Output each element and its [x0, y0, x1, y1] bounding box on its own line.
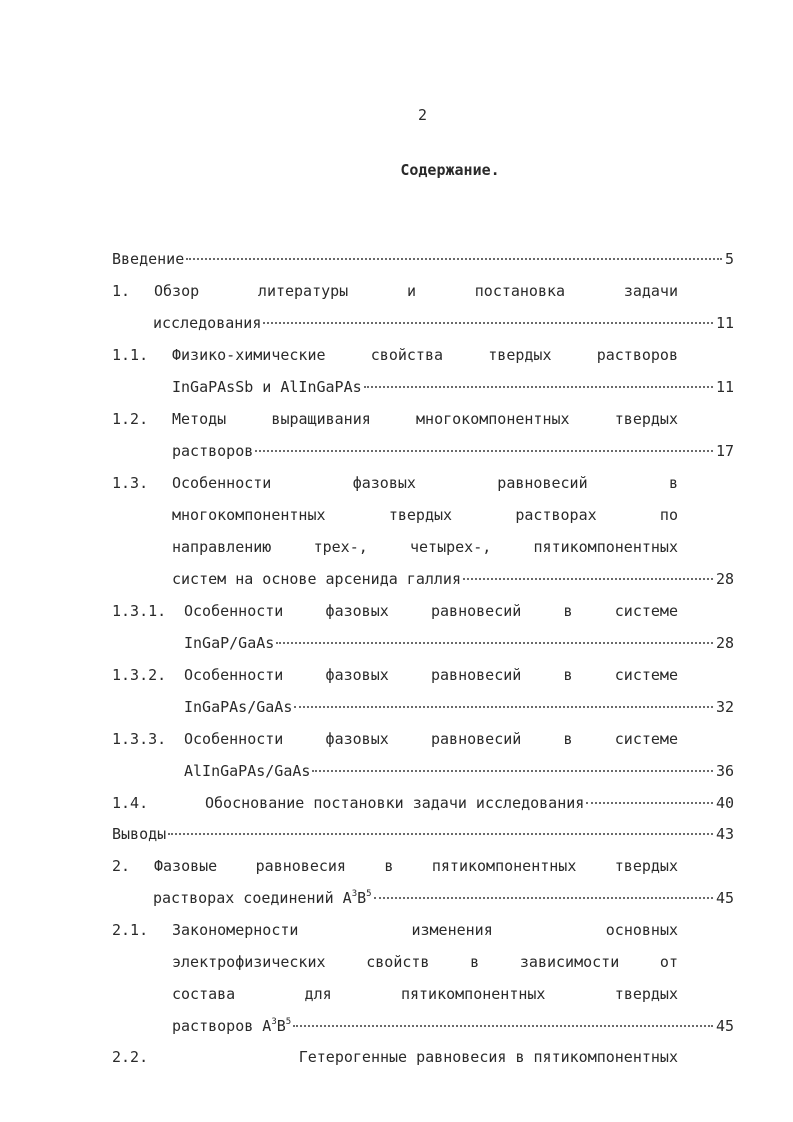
toc-entry-text: состава для пятикомпонентных твердых: [172, 985, 678, 1003]
toc-page-number: 28: [715, 570, 734, 588]
toc-entry-number: 1.3.3.: [112, 730, 167, 748]
toc-entry-1-3-3: [112, 728, 734, 750]
toc-entry-text: многокомпонентных твердых растворах по: [172, 506, 678, 524]
leader-dots: [263, 322, 713, 324]
toc-page-number: 5: [724, 250, 734, 268]
leader-dots: [586, 802, 713, 804]
toc-entry-number: 1.3.: [112, 474, 149, 492]
toc-entry-2-cont: [153, 887, 734, 909]
toc-entry-text: InGaP/GaAs: [184, 634, 275, 652]
toc-entry-number: 1.4.: [112, 794, 149, 812]
toc-entry-text: Особенности фазовых равновесий в: [172, 474, 678, 492]
toc-entry-text-part: B: [276, 1017, 286, 1035]
toc-entry-text: растворов: [172, 442, 254, 460]
leader-dots: [186, 258, 722, 260]
leader-dots: [364, 386, 713, 388]
toc-entry-1-3-1-cont: [184, 632, 734, 654]
toc-entry-1-1: [112, 344, 734, 366]
toc-entry-1-4: [112, 792, 734, 814]
toc-entry-text: электрофизических свойств в зависимости от: [172, 953, 678, 971]
leader-dots: [168, 833, 713, 835]
leader-dots: [294, 706, 713, 708]
toc-page-number: 28: [715, 634, 734, 652]
leader-dots: [255, 450, 713, 452]
toc-entry-text: Фазовые равновесия в пятикомпонентных твердых: [154, 857, 678, 875]
toc-entry-text: Особенности фазовых равновесий в системе: [184, 602, 678, 620]
toc-entry-number: 2.2.: [112, 1048, 149, 1066]
toc-entry-text: направлению трех-, четырех-, пятикомпонентных: [172, 538, 678, 556]
toc-entry-1: [112, 280, 734, 302]
superscript: 3: [351, 889, 358, 899]
toc-entry-number: 1.3.2.: [112, 666, 167, 684]
toc-entry-1-3-3-cont: [184, 760, 734, 782]
toc-entry-text: систем на основе арсенида галлия: [172, 570, 461, 588]
toc-entry-text-part: B: [357, 889, 367, 907]
toc-entry-text: Закономерности изменения основных: [172, 921, 678, 939]
leader-dots: [276, 642, 713, 644]
toc-entry-number: 1.3.1.: [112, 602, 167, 620]
toc-entry-text: Выводы: [112, 825, 167, 843]
toc-title: Содержание.: [400, 161, 500, 179]
toc-entry-text: AlInGaPAs/GaAs: [184, 762, 311, 780]
toc-entry-text: исследования: [153, 314, 262, 332]
toc-entry-number: 1.: [112, 282, 131, 300]
toc-entry-text: Обзор литературы и постановка задачи: [154, 282, 678, 300]
superscript: 5: [285, 1017, 292, 1027]
toc-entry-number: 1.1.: [112, 346, 149, 364]
toc-entry-text: Методы выращивания многокомпонентных твердых: [172, 410, 678, 428]
toc-entry-text-part: растворах соединений A: [153, 889, 352, 907]
toc-entry-1-1-cont: [172, 376, 734, 398]
toc-entry-1-3-1: [112, 600, 734, 622]
toc-entry-2-1: [112, 919, 734, 941]
toc-entry-number: 2.1.: [112, 921, 149, 939]
toc-page-number: 36: [715, 762, 734, 780]
toc-entry-text: Физико-химические свойства твердых растворов: [172, 346, 678, 364]
toc-entry-1-3-2: [112, 664, 734, 686]
toc-page-number: 32: [715, 698, 734, 716]
toc-entry-2-1-cont: [172, 1015, 734, 1037]
toc-entry-1-3: [112, 472, 734, 494]
leader-dots: [374, 897, 713, 899]
superscript: 3: [271, 1017, 277, 1027]
toc-page-number: 45: [715, 889, 734, 907]
toc-page-number: 40: [715, 794, 734, 812]
toc-page-number: 43: [715, 825, 734, 843]
toc-entry-1-3-cont: [172, 536, 678, 558]
toc-entry-2: [112, 855, 734, 877]
toc-entry-text: [172, 1015, 291, 1037]
toc-entry-number: 2.: [112, 857, 131, 875]
toc-page-number: 17: [715, 442, 734, 460]
toc-entry-text: InGaPAs/GaAs: [184, 698, 293, 716]
toc-entry-1-3-cont: [172, 568, 734, 590]
toc-entry-text: Особенности фазовых равновесий в системе: [184, 666, 678, 684]
toc-entry-text: Обоснование постановки задачи исследования: [205, 794, 585, 812]
toc-entry-number: 1.2.: [112, 410, 149, 428]
toc-entry-text: [153, 887, 372, 909]
toc-entry-conclusions: [112, 823, 734, 845]
toc-page-number: 45: [715, 1017, 734, 1035]
toc-page-number: 11: [715, 314, 734, 332]
toc-entry-text: Гетерогенные равновесия в пятикомпонентных: [298, 1048, 678, 1066]
toc-entry-text: Введение: [112, 250, 185, 268]
leader-dots: [293, 1025, 713, 1027]
toc-entry-1-2-cont: [172, 440, 734, 462]
toc-entry-intro: [112, 248, 734, 270]
toc-entry-1-2: [112, 408, 734, 430]
superscript: 5: [366, 889, 372, 899]
toc-page-number: 11: [715, 378, 734, 396]
toc-entry-text: InGaPAsSb и AlInGaPAs: [172, 378, 362, 396]
page-number: 2: [417, 106, 428, 124]
toc-entry-2-1-cont: [172, 983, 678, 1005]
toc-entry-2-1-cont: [172, 951, 678, 973]
toc-entry-2-2: [112, 1046, 734, 1068]
leader-dots: [312, 770, 713, 772]
toc-entry-1-3-2-cont: [184, 696, 734, 718]
toc-entry-1-cont: [153, 312, 734, 334]
toc-entry-1-3-cont: [172, 504, 678, 526]
toc-entry-text: Особенности фазовых равновесий в системе: [184, 730, 678, 748]
toc-entry-text-part: растворов A: [172, 1017, 272, 1035]
leader-dots: [463, 578, 713, 580]
